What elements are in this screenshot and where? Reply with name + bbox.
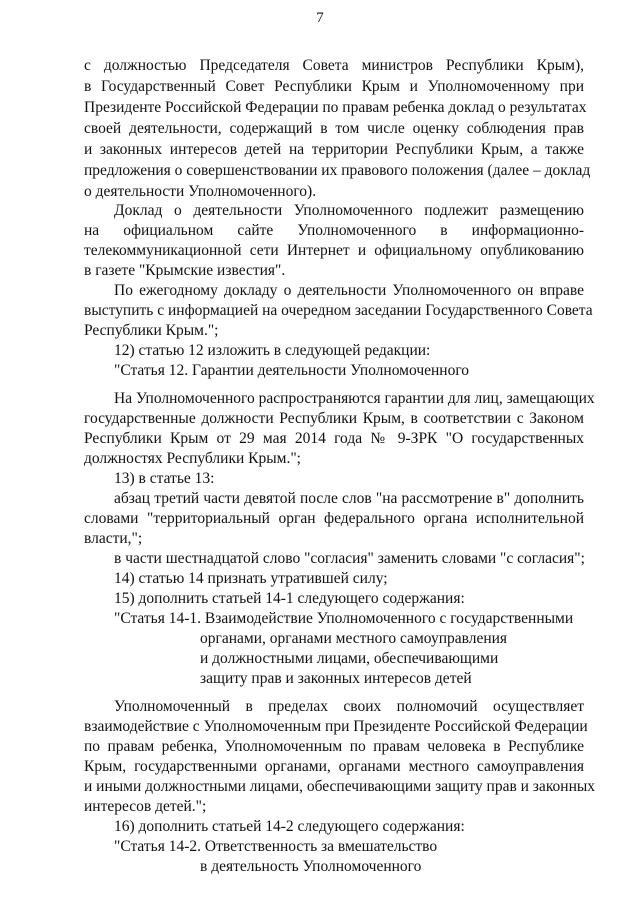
text-line: "Статья 12. Гарантии деятельности Уполномоченного [114,362,470,379]
text-line: 14) статью 14 признать утратившей силу; [114,570,388,587]
page-number: 7 [316,10,324,26]
text-line: 15) дополнить статьей 14-1 следующего содержания: [114,590,465,607]
text-line: Республики Крым от 29 мая 2014 года № 9-ЗРК "О государственных [84,430,584,447]
text-line: должностях Республики Крым."; [84,450,301,467]
text-line: Уполномоченный в пределах своих полномочий осуществляет [114,698,584,715]
text-line: интересов детей."; [84,798,207,815]
text-line: в деятельность Уполномоченного [200,858,422,875]
text-line: взаимодействие с Уполномоченным при Президенте Российской Федерации [84,718,588,735]
text-line: 16) дополнить статьей 14-2 следующего содержания: [114,818,465,835]
text-line: органами, органами местного самоуправления [200,630,508,647]
text-line: выступить с информацией на очередном заседании Государственного Совета [84,302,593,319]
text-line: с должностью Председателя Совета министров Республики Крым), [84,57,584,74]
text-line: по правам ребенка, Уполномоченным по правам человека в Республике [84,738,584,755]
text-line: своей деятельности, содержащий в том числе оценку соблюдения прав [84,120,584,137]
text-line: власти,"; [84,530,143,547]
text-line: в части шестнадцатой слово "согласия" заменить словами "с согласия"; [114,550,585,567]
text-line: государственные должности Республики Крым, в соответствии с Законом [84,410,584,427]
text-line: 13) в статье 13: [114,470,215,487]
text-line: телекоммуникационной сети Интернет и официальному опубликованию [84,242,584,259]
text-line: 12) статью 12 изложить в следующей редакции: [114,342,431,359]
text-line: защиту прав и законных интересов детей [200,670,472,687]
text-line: "Статья 14-1. Взаимодействие Уполномоченного с государственными [114,610,574,627]
text-line: Крым, государственными органами, органами местного самоуправления [84,758,584,775]
text-line: предложения о совершенствовании их правового положения (далее – доклад [84,162,591,179]
text-line: Президенте Российской Федерации по правам ребенка доклад о результатах [84,99,587,116]
text-line: По ежегодному докладу о деятельности Уполномоченного он вправе [114,282,584,299]
text-line: о деятельности Уполномоченного). [84,183,317,200]
text-line: Республики Крым."; [84,322,219,339]
text-line: словами "территориальный орган федерального органа исполнительной [84,510,584,527]
text-line: и иными должностными лицами, обеспечивающими защиту прав и законных [84,778,596,795]
text-line: в Государственный Совет Республики Крым и Уполномоченному при [84,78,584,95]
text-line: Доклад о деятельности Уполномоченного подлежит размещению [114,202,584,219]
text-line: "Статья 14-2. Ответственность за вмешательство [114,838,438,855]
text-line: на официальном сайте Уполномоченного в информационно- [84,222,584,239]
text-line: абзац третий части девятой после слов "на рассмотрение в" дополнить [114,490,584,507]
text-line: На Уполномоченного распространяются гарантии для лиц, замещающих [114,390,595,407]
text-line: и законных интересов детей на территории Республики Крым, а также [84,141,584,158]
text-line: и должностными лицами, обеспечивающими [200,650,499,667]
text-line: в газете "Крымские известия". [84,262,286,279]
